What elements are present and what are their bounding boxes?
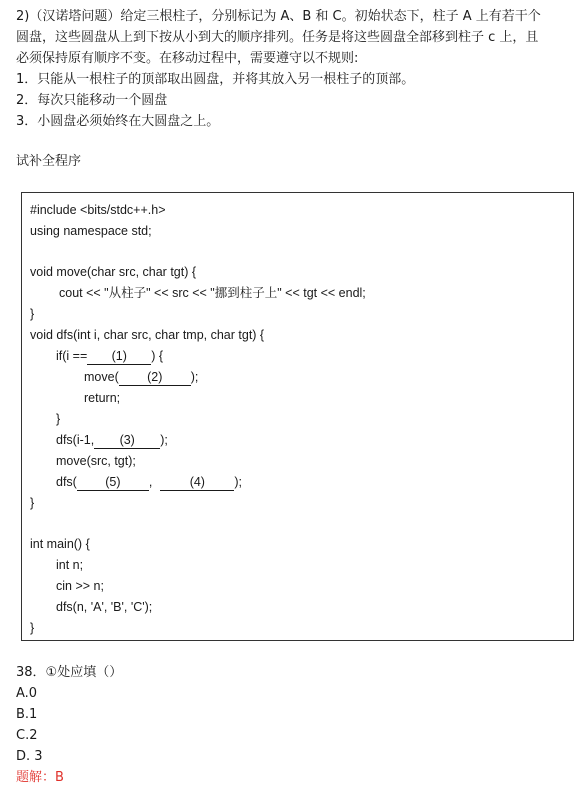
code-move-line <box>84 368 198 386</box>
code-dfs-call: dfs(n, 'A', 'B', 'C'); <box>56 600 153 614</box>
rule-1: 1．只能从一根柱子的顶部取出圆盘，并将其放入另一根柱子的顶部。 <box>16 72 415 87</box>
option-a[interactable]: A.0 <box>16 686 38 701</box>
code-dfs1-prefix: dfs(i-1, <box>56 433 95 447</box>
code-close-if: } <box>56 412 61 426</box>
code-if-line <box>56 347 163 365</box>
option-c[interactable]: C.2 <box>16 728 38 743</box>
blank-3: (3) <box>94 433 160 449</box>
code-close-brace: } <box>30 307 35 321</box>
blank-5: (5) <box>77 475 149 491</box>
code-using: using namespace std; <box>30 224 152 238</box>
statement-line: 圆盘，这些圆盘从上到下按从小到大的顺序排列。任务是将这些圆盘全部移到柱子 c 上，且 <box>16 30 539 45</box>
rule-2: 2．每次只能移动一个圆盘 <box>16 93 168 108</box>
code-move-signature: void move(char src, char tgt) { <box>30 265 197 279</box>
option-b[interactable]: B.1 <box>16 707 38 722</box>
code-cout: cout << "从柱子" << src << "挪到柱子上" << tgt << endl; <box>59 286 366 300</box>
blank-2: (2) <box>119 370 191 386</box>
code-main-signature: int main() { <box>30 537 90 551</box>
code-dfs-signature: void dfs(int i, char src, char tmp, char tgt) { <box>30 328 265 342</box>
code-move-suffix: ); <box>190 370 199 384</box>
code-int-n: int n; <box>56 558 84 572</box>
instruction-text: 试补全程序 <box>16 154 82 169</box>
statement-line: 必须保持原有顺序不变。在移动过程中，需要遵守以不规则: <box>16 51 359 66</box>
code-dfs2-prefix: dfs( <box>56 475 77 489</box>
statement-line: 2)（汉诺塔问题）给定三根柱子，分别标记为 A、B 和 C。初始状态下，柱子 A 上有若干个 <box>16 9 541 24</box>
code-move-prefix: move( <box>84 370 119 384</box>
code-dfs-first-call <box>56 431 168 449</box>
option-d[interactable]: D. 3 <box>16 749 43 764</box>
code-if-suffix: ) { <box>151 349 164 363</box>
question-title: 38．①处应填（） <box>16 665 123 680</box>
code-if-prefix: if(i == <box>56 349 88 363</box>
rule-3: 3．小圆盘必须始终在大圆盘之上。 <box>16 114 220 129</box>
question-38 <box>16 662 122 788</box>
blank-4: (4) <box>160 475 234 491</box>
problem-statement <box>16 6 572 132</box>
code-block <box>21 192 574 641</box>
code-return: return; <box>84 391 121 405</box>
code-include: #include <bits/stdc++.h> <box>30 203 166 217</box>
code-dfs1-suffix: ); <box>160 433 168 447</box>
code-dfs2-comma: , <box>148 475 153 489</box>
code-close-brace: } <box>30 496 35 510</box>
code-close-brace: } <box>30 621 35 635</box>
code-cin: cin >> n; <box>56 579 104 593</box>
code-dfs2-suffix: ); <box>234 475 242 489</box>
answer-explanation: 题解：B <box>16 770 64 785</box>
blank-1: (1) <box>87 349 151 365</box>
code-dfs-second-call <box>56 473 242 491</box>
code-move-src-tgt: move(src, tgt); <box>56 454 136 468</box>
